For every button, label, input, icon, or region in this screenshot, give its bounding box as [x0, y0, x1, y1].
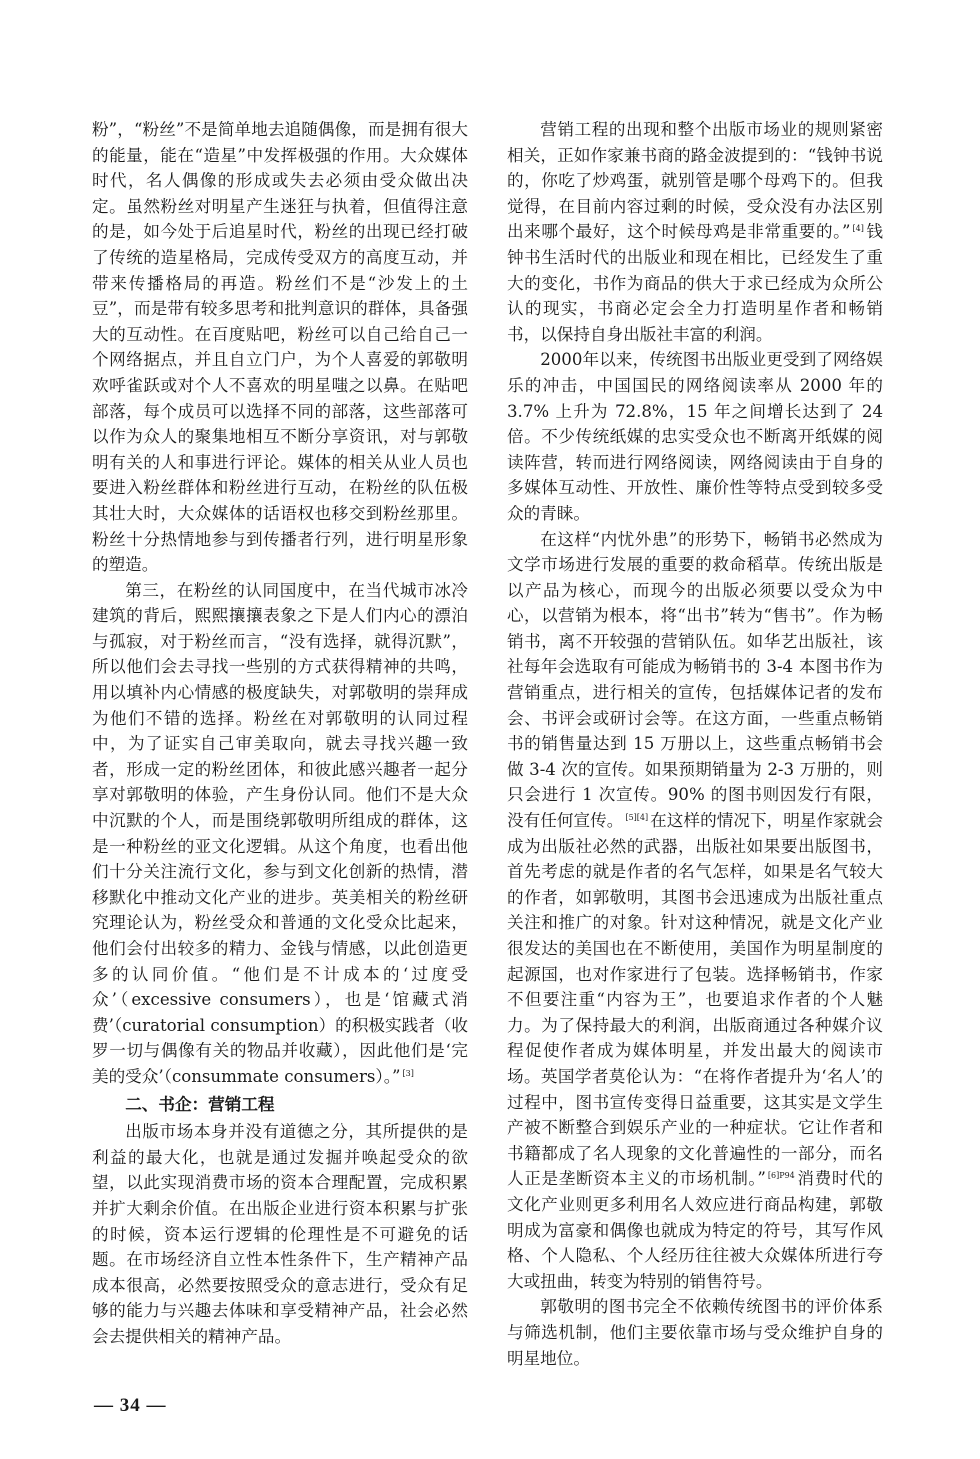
paragraph: 郭敬明的图书完全不依赖传统图书的评价体系与筛选机制，他们主要依靠市场与受众维护自身的明星地位。	[507, 1297, 883, 1368]
left-column	[92, 117, 468, 1350]
paragraph	[507, 527, 883, 1295]
paragraph-text: 在这样的情况下，明星作家就会成为出版社必然的武器，出版社如果要出版图书，首先考虑的就是作者的名气怎样，如果是名气较大的作者，如郭敬明，其图书会迅速成为出版社重点关注和推广的对象。针对这种情况，就是文化产业很发达的美国也在不断使用，美国作为明星制度的起源国，也对作家进行了包装。选择畅销书，作家不但要注重“内容为王”，也要追求作者的个人魅力。为了保持最大的利润，出版商通过各种媒介议程促使作者成为媒体明星，并发出最大的阅读市场。英国学者莫伦认为：“在将作者提升为‘名人’的过程中，图书宣传变得日益重要，这其实是文学生产被不断整合到娱乐产业的一种症状。它让作者和书籍都成了名人现象的文化普遍性的一部分，而名人正是垄断资本主义的市场机制。”	[507, 811, 884, 1189]
paragraph	[92, 578, 468, 1090]
paragraph-text: 消费时代的文化产业则更多利用名人效应进行商品构建，郭敬明成为富豪和偶像也就成为特定的符号，其写作风格、个人隐私、个人经历往往被大众媒体所进行夸大或扭曲，转变为特别的销售符号。	[507, 1169, 884, 1291]
paragraph-text: 钱钟书生活时代的出版业和现在相比，已经发生了重大的变化，书作为商品的供大于求已经成为众所公认的现实，书商必定会全力打造明星作者和畅销书，以保持自身出版社丰富的利润。	[507, 222, 884, 344]
paragraph	[507, 117, 883, 347]
paragraph-text: 营销工程的出现和整个出版市场业的规则紧密相关，正如作家兼书商的路金波提到的：“钱钟书说的，你吃了炒鸡蛋，就别管是哪个母鸡下的。但我觉得，在目前内容过剩的时候，受众没有办法区别出来哪个最好，这个时候母鸡是非常重要的。”	[507, 120, 883, 242]
page-number: — 34 —	[94, 1395, 167, 1417]
paragraph-text: 第三，在粉丝的认同国度中，在当代城市冰冷建筑的背后，熙熙攘攘表象之下是人们内心的漂泊与孤寂，对于粉丝而言，“没有选择，就得沉默”，所以他们会去寻找一些别的方式获得精神的共鸣，用以填补内心情感的极度缺失，对郭敬明的崇拜成为他们不错的选择。粉丝在对郭敬明的认同过程中，为了证实自己审美取向，就去寻找兴趣一致者，形成一定的粉丝团体，和彼此感兴趣者一起分享对郭敬明的体验，产生身份认同。他们不是大众中沉默的个人，而是围绕郭敬明所组成的群体，这是一种粉丝的亚文化逻辑。从这个角度，也看出他们十分关注流行文化，参与到文化创新的热情，潜移默化中推动文化产业的进步。英美相关的粉丝研究理论认为，粉丝受众和普通的文化受众比起来，他们会付出较多的精力、金钱与情感，以此创造更多的认同价值。“他们是不计成本的‘过度受众’（excessive consumers），也是‘馆藏式消费’（curatorial consumption）的积极实践者（收罗一切与偶像有关的物品并收藏），因此他们是‘完美的受众’（consummate consumers）。”	[92, 580, 468, 1086]
citation: [3]	[402, 1068, 414, 1078]
two-column-body	[92, 117, 883, 1371]
paragraph: 2000年以来，传统图书出版业更受到了网络娱乐的冲击，中国国民的网络阅读率从 2000 年的 3.7% 上升为 72.8%，15 年之间增长达到了 24 倍。不少传统纸媒的忠实受众也不断离开纸媒的阅读阵营，转而进行网络阅读，网络阅读由于自身的多媒体互动性、开放性、廉价性等特点受到较多受众的青睐。	[507, 350, 883, 523]
citation: [6]P94	[767, 1171, 795, 1181]
paragraph: 出版市场本身并没有道德之分，其所提供的是利益的最大化，也就是通过发掘并唤起受众的欲望，以此实现消费市场的资本合理配置，完成积累并扩大剩余价值。在出版企业进行资本积累与扩张的时候，资本运行逻辑的伦理性是不可避免的话题。在市场经济自立性本性条件下，生产精神产品成本很高，必然要按照受众的意志进行，受众有足够的能力与兴趣去体味和享受精神产品，社会必然会去提供相关的精神产品。	[92, 1122, 468, 1346]
section-heading: 二、书企：营销工程	[125, 1094, 275, 1114]
paragraph: 粉”，“粉丝”不是简单地去追随偶像，而是拥有很大的能量，能在“造星”中发挥极强的作用。大众媒体时代，名人偶像的形成或失去必须由受众做出决定。虽然粉丝对明星产生迷狂与执着，但值得注意的是，如今处于后追星时代，粉丝的出现已经打破了传统的造星格局，完成传受双方的高度互动，并带来传播格局的再造。粉丝们不是“沙发上的土豆”，而是带有较多思考和批判意识的群体，具备强大的互动性。在百度贴吧，粉丝可以自己给自己一个网络据点，并且自立门户，为个人喜爱的郭敬明欢呼雀跃或对个人不喜欢的明星嗤之以鼻。在贴吧部落，每个成员可以选择不同的部落，这些部落可以作为众人的聚集地相互不断分享资讯，对与郭敬明有关的人和事进行评论。媒体的相关从业人员也要进入粉丝群体和粉丝进行互动，在粉丝的队伍极其壮大时，大众媒体的话语权也移交到粉丝那里。粉丝十分热情地参与到传播者行列，进行明星形象的塑造。	[92, 120, 468, 575]
paragraph-text: 在这样“内忧外患”的形势下，畅销书必然成为文学市场进行发展的重要的救命稻草。传统出版是以产品为核心，而现今的出版必须要以受众为中心，以营销为根本，将“出书”转为“售书”。作为畅销书，离不开较强的营销队伍。如华艺出版社，该社每年会选取有可能成为畅销书的 3-4 本图书作为营销重点，进行相关的宣传，包括媒体记者的发布会、书评会或研讨会等。在这方面，一些重点畅销书的销售量达到 15 万册以上，这些重点畅销书会做 3-4 次的宣传。如果预期销量为 2-3 万册的，则只会进行 1 次宣传。90% 的图书则因发行有限，没有任何宣传。	[507, 529, 883, 831]
citation: [5][4]	[625, 813, 649, 823]
citation: [4]	[852, 224, 864, 234]
right-column	[507, 117, 883, 1371]
